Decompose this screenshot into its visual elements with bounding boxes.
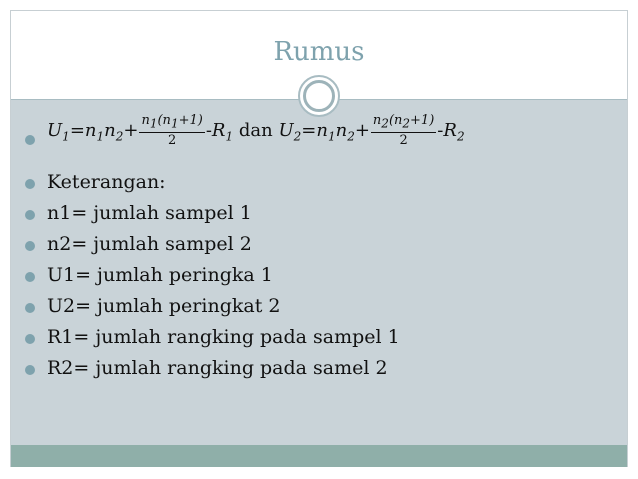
bullet-icon: [25, 303, 35, 313]
bullet-icon: [25, 365, 35, 375]
fraction-1: $\frac{n_1(n_1+1)}{2}$: [141, 113, 203, 148]
list-item: n1= jumlah sampel 1: [25, 198, 615, 229]
list-item: U1= jumlah peringka 1: [25, 260, 615, 291]
bullet-icon: [25, 334, 35, 344]
formula-item: [25, 109, 615, 167]
bullet-icon: [25, 210, 35, 220]
bullet-icon: [25, 272, 35, 282]
bullet-icon: [25, 135, 35, 145]
list-item: n2= jumlah sampel 2: [25, 229, 615, 260]
footer-bar: [11, 445, 627, 467]
u2-symbol: $U_2$: [278, 119, 302, 144]
slide-title: Rumus: [273, 37, 365, 67]
slide: [10, 10, 628, 467]
bullet-list: [25, 109, 615, 384]
list-item: R1= jumlah rangking pada sampel 1: [25, 322, 615, 353]
bullet-icon: [25, 241, 35, 251]
list-item: R2= jumlah rangking pada samel 2: [25, 353, 615, 384]
bullet-icon: [25, 179, 35, 189]
dan-text: dan: [238, 119, 273, 141]
decorative-ring-icon: [303, 80, 335, 112]
u1-symbol: $U_1$: [47, 119, 70, 144]
list-item: Keterangan:: [25, 167, 615, 198]
fraction-2: $\frac{n_2(n_2+1)}{2}$: [372, 113, 435, 148]
list-item: U2= jumlah peringkat 2: [25, 291, 615, 322]
formula: $U_1=n_1n_2+$ $\frac{n_1(n_1+1)}{2}$ $-R_1$ dan $U_2=n_1n_2+$ $\frac{n_2(n_2+1)}{2}$ $-R_2$: [47, 113, 465, 148]
